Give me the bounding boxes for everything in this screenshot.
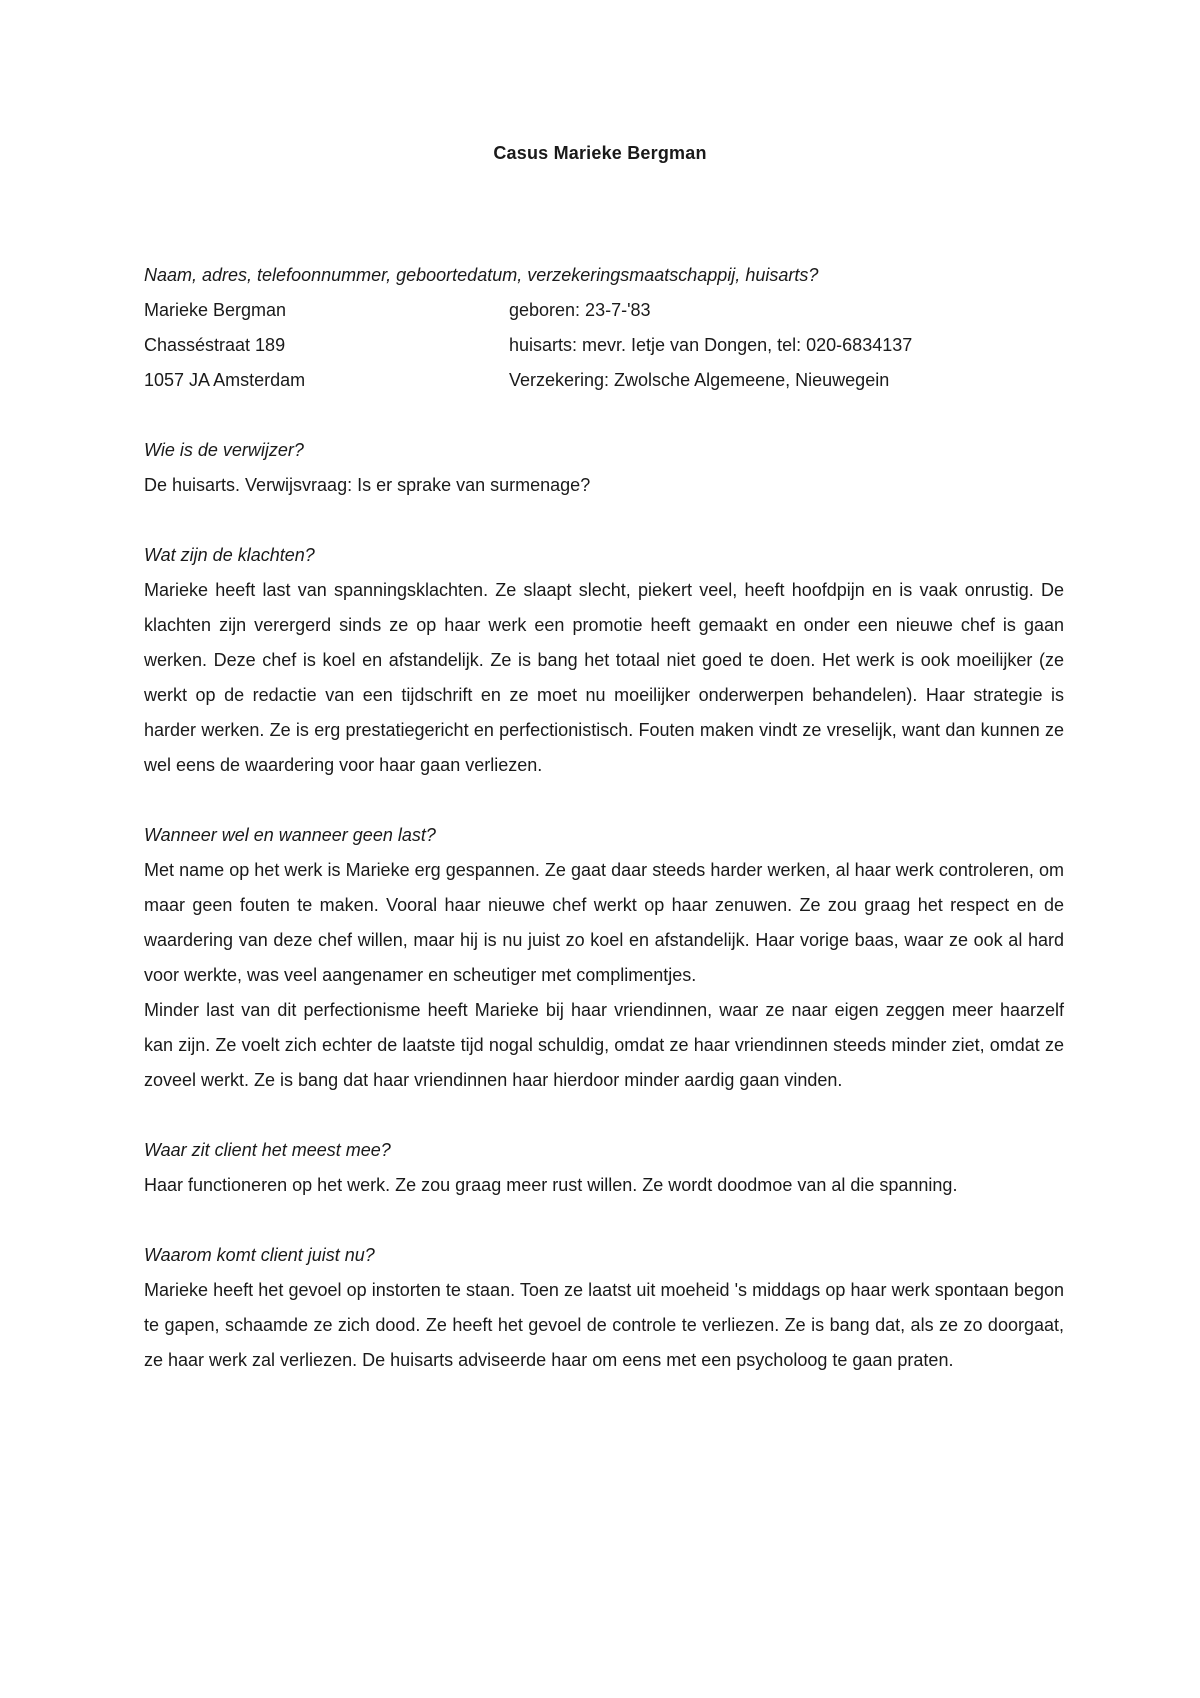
document-body [144,258,1064,1378]
section-spacer [144,398,1064,433]
birth-date: geboren: 23-7-'83 [509,300,651,320]
complaints-answer: Marieke heeft last van spanningsklachten. Ze slaapt slecht, piekert veel, heeft hoofdpijn en is vaak onrustig. De klachten zijn verergerd sinds ze op haar werk een promotie heeft gemaakt en onder een nieuwe chef is gaan werken. Deze chef is koel en afstandelijk. Ze is bang het totaal niet goed te doen. Het werk is ook moeilijker (ze werkt op de redactie van een tijdschrift en ze moet nu moeilijker onderwerpen behandelen). Haar strategie is harder werken. Ze is erg prestatiegericht en perfectionistisch. Fouten maken vindt ze vreselijk, want dan kunnen ze wel eens de waardering voor haar gaan verliezen. [144,580,1064,775]
document-title: Casus Marieke Bergman [493,143,707,163]
whynow-question: Waarom komt client juist nu? [144,1245,375,1265]
referrer-answer: De huisarts. Verwijsvraag: Is er sprake van surmenage? [144,475,591,495]
personal-row [144,293,1064,328]
section-spacer [144,1203,1064,1238]
postal-city: 1057 JA Amsterdam [144,370,306,390]
personal-row [144,363,1064,398]
section-spacer [144,503,1064,538]
when-answer-work: Met name op het werk is Marieke erg gespannen. Ze gaat daar steeds harder werken, al haar werk controleren, om maar geen fouten te maken. Vooral haar nieuwe chef werkt op haar zenuwen. Ze zou graag het respect en de waardering van deze chef willen, maar hij is nu juist zo koel en afstandelijk. Haar vorige baas, waar ze ook al hard voor werkte, was veel aangenamer en scheutiger met complimentjes. [144,860,1064,985]
section-spacer [144,783,1064,818]
insurance: Verzekering: Zwolsche Algemeene, Nieuwegein [509,370,890,390]
personal-question: Naam, adres, telefoonnummer, geboortedatum, verzekeringsmaatschappij, huisarts? [144,265,819,285]
burden-answer: Haar functioneren op het werk. Ze zou graag meer rust willen. Ze wordt doodmoe van al die spanning. [144,1175,958,1195]
whynow-answer: Marieke heeft het gevoel op instorten te staan. Toen ze laatst uit moeheid 's middags op haar werk spontaan begon te gapen, schaamde ze zich dood. Ze heeft het gevoel de controle te verliezen. Ze is bang dat, als ze zo doorgaat, ze haar werk zal verliezen. De huisarts adviseerde haar om eens met een psycholoog te gaan praten. [144,1280,1064,1370]
when-question: Wanneer wel en wanneer geen last? [144,825,436,845]
when-answer-friends: Minder last van dit perfectionisme heeft Marieke bij haar vriendinnen, waar ze naar eigen zeggen meer haarzelf kan zijn. Ze voelt zich echter de laatste tijd nogal schuldig, omdat ze haar vriendinnen steeds minder ziet, omdat ze zoveel werkt. Ze is bang dat haar vriendinnen haar hierdoor minder aardig gaan vinden. [144,1000,1064,1090]
street-address: Chasséstraat 189 [144,335,286,355]
personal-row [144,328,1064,363]
general-practitioner: huisarts: mevr. Ietje van Dongen, tel: 020-6834137 [509,335,913,355]
section-spacer [144,1098,1064,1133]
complaints-question: Wat zijn de klachten? [144,545,315,565]
client-name: Marieke Bergman [144,300,287,320]
burden-question: Waar zit client het meest mee? [144,1140,391,1160]
referrer-question: Wie is de verwijzer? [144,440,304,460]
